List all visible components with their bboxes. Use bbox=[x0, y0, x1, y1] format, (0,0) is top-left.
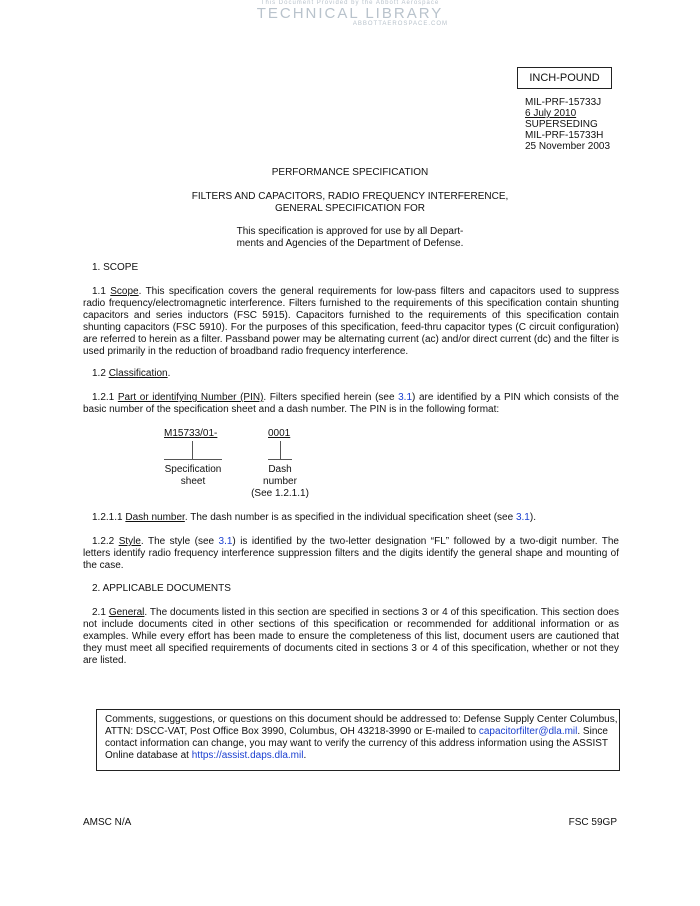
para-2-1 bbox=[83, 607, 619, 667]
para-num: 1.2.1 bbox=[92, 392, 118, 403]
ref-link-3-1[interactable]: 3.1 bbox=[398, 392, 413, 403]
doc-date: 6 July 2010 bbox=[525, 108, 577, 119]
para-num: 1.2 bbox=[92, 368, 109, 379]
para-title: General bbox=[108, 607, 145, 618]
para-title: Classification bbox=[108, 368, 168, 379]
superseded-id: MIL-PRF-15733H bbox=[525, 130, 604, 141]
footer-fsc: FSC 59GP bbox=[568, 817, 617, 828]
email-link[interactable]: capacitorfilter@dla.mil bbox=[478, 726, 578, 737]
para-text: . The documents listed in this section are specified in sections 3 or 4 of this specification. This section does not include documents cited in other sections of this specification or recommended for additional information or as examples. While every effort has been made to ensure the completeness of this list, document users are cautioned that they must meet all specified requirements of documents cited in sections 3 or 4 of this specification, whether or not they are listed. bbox=[83, 607, 619, 666]
para-title: Scope bbox=[110, 286, 139, 297]
superseding-label: SUPERSEDING bbox=[525, 119, 598, 130]
label-line: sheet bbox=[180, 476, 206, 487]
para-1-2-1-1 bbox=[83, 512, 619, 524]
ref-link-3-1[interactable]: 3.1 bbox=[218, 536, 233, 547]
notice-text: . Since contact information can change, you may want to verify the currency of this address information using the ASSIST Online database at bbox=[105, 726, 608, 761]
watermark-url: ABBOTTAEROSPACE.COM bbox=[352, 21, 448, 27]
assist-link[interactable]: https://assist.daps.dla.mil bbox=[191, 750, 304, 761]
doc-id: MIL-PRF-15733J bbox=[525, 97, 602, 108]
label-line: number bbox=[263, 476, 297, 487]
para-1-1 bbox=[83, 286, 619, 358]
approval-line2: ments and Agencies of the Department of Defense. bbox=[236, 238, 464, 249]
para-num: 2.1 bbox=[92, 607, 109, 618]
footer-amsc: AMSC N/A bbox=[83, 817, 132, 828]
notice-text: Comments, suggestions, or questions on this document should be addressed to: Defense Supply Center Columbus, ATTN: DSCC-VAT, Post Office Box 3990, Columbus, OH 43218-3990 or E-mailed to bbox=[105, 714, 618, 737]
pin-spec: M15733/01- bbox=[164, 428, 218, 439]
comments-notice-box bbox=[96, 709, 620, 771]
para-num: 1.2.2 bbox=[92, 536, 119, 547]
section-1-heading: 1. SCOPE bbox=[92, 262, 139, 273]
para-1-2-1 bbox=[83, 392, 619, 416]
label-line: Dash bbox=[268, 464, 292, 475]
watermark bbox=[230, 0, 470, 27]
label-line: (See 1.2.1.1) bbox=[251, 488, 309, 499]
pin-dash: 0001 bbox=[268, 428, 291, 439]
para-text: ) are identified by a PIN which consists of the basic number of the specification sheet and a dash number. The PIN is in the following format: bbox=[83, 392, 619, 415]
para-text: ) is identified by the two-letter designation “FL” followed by a two-digit number. The letters identify radio frequency interference suppression filters and the digits identify the general shape and mounting of the case. bbox=[83, 536, 619, 571]
para-text: . The dash number is as specified in the individual specification sheet (see bbox=[184, 512, 516, 523]
para-text: . Filters specified herein (see bbox=[263, 392, 399, 403]
spec-label bbox=[164, 464, 222, 488]
para-text: . This specification covers the general requirements for low-pass filters and capacitors used to suppress radio frequency/electromagnetic interference. Filters furnished to the requirements of this specification contain shunting capacitors and series inductors (FSC 5915). Capacitors furnished to the requirements of this specification contain shunting capacitors (FSC 5910). For the purposes of this specification, feed-thru capacitor types (C circuit configuration) are referred to herein as a filter. Passband power may be alternating current (ac) and/or direct current (dc) and the filter is used primarily in the reduction of broadband radio frequency interference. bbox=[83, 286, 620, 357]
approval-line1: This specification is approved for use by all Depart- bbox=[236, 226, 464, 237]
para-num: 1.1 bbox=[92, 286, 111, 297]
ref-link-3-1[interactable]: 3.1 bbox=[515, 512, 530, 523]
inch-pound-box: INCH-POUND bbox=[517, 67, 612, 89]
spec-type: PERFORMANCE SPECIFICATION bbox=[271, 167, 429, 178]
section-2-heading: 2. APPLICABLE DOCUMENTS bbox=[92, 583, 231, 594]
para-num: 1.2.1.1 bbox=[92, 512, 126, 523]
para-text: ). bbox=[529, 512, 536, 523]
document-identifier bbox=[525, 97, 617, 152]
para-title: Dash number bbox=[125, 512, 185, 523]
notice-text: . bbox=[303, 750, 307, 761]
para-text: . bbox=[167, 368, 171, 379]
superseded-date: 25 November 2003 bbox=[525, 141, 611, 152]
para-1-2-2 bbox=[83, 536, 619, 572]
title-line1: FILTERS AND CAPACITORS, RADIO FREQUENCY INTERFERENCE, bbox=[191, 191, 509, 202]
para-1-2 bbox=[83, 368, 619, 380]
watermark-title: TECHNICAL LIBRARY bbox=[256, 5, 444, 22]
para-title: Part or identifying Number (PIN) bbox=[117, 392, 264, 403]
dash-label bbox=[240, 464, 320, 500]
label-line: Specification bbox=[164, 464, 222, 475]
para-text: . The style (see bbox=[140, 536, 219, 547]
title-line2: GENERAL SPECIFICATION FOR bbox=[274, 203, 426, 214]
para-title: Style bbox=[118, 536, 141, 547]
watermark-line1: This Document Provided by the Abbott Aerospace bbox=[260, 0, 440, 6]
